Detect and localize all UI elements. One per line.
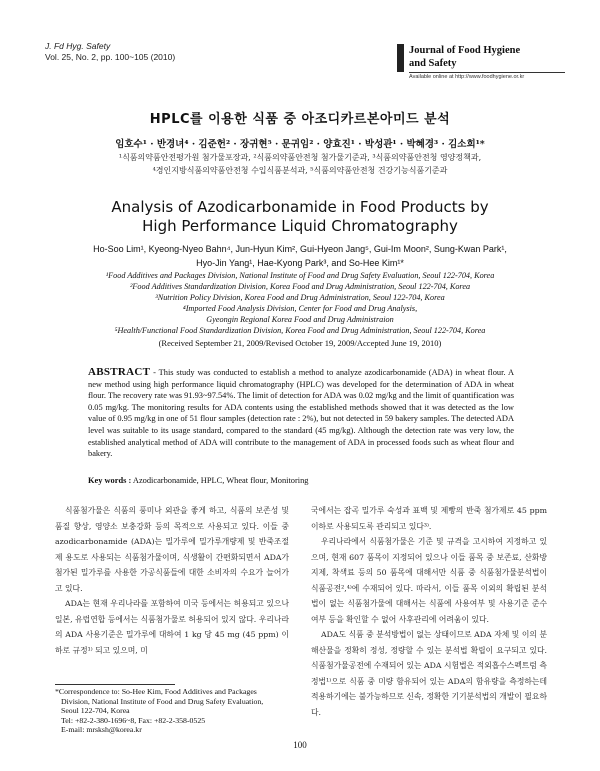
correspondence-footnote [55, 687, 295, 735]
logo-url: Available online at http://www.foodhygiene.or.kr [409, 74, 525, 80]
korean-title: HPLC를 이용한 식품 중 아조디카르본아미드 분석 [149, 112, 451, 127]
page-number: 100 [293, 740, 307, 750]
english-title [0, 198, 600, 236]
english-affiliation-1: ¹Food Additives and Packages Division, National Institute of Food and Drug Safety Evaluation, Seoul 122-704, Korea [105, 271, 495, 280]
english-affiliation-5: Gyeongin Regional Korea Food and Drug Administraion [206, 315, 394, 324]
footnote-line: Tel: +82-2-380-1696~8, Fax: +82-2-358-0525 [61, 715, 206, 725]
received-dates: (Received September 21, 2009/Revised October 19, 2009/Accepted June 19, 2010) [158, 338, 442, 348]
abstract-text: - This study was conducted to establish a method to analyze azodicarbonamide (ADA) in wheat flour. A new method using high performance liquid chromatography (HPLC) was developed for the determination of ADA in wheat flour. The recovery rate was 91.93~97.54%. The limit of detection for ADA was 0.02 mg/kg and the limit of quantification was 0.05 mg/kg. The monitoring results for ADA contents using the established methods showed that it was detected as the low value of 0.95 mg/kg in one of 51 flour samples (detection rate : 2%), but not detected in 59 bakery samples. The detected ADA level was suitable to its usage standard, compared to the standard (45 mg/kg). Although the detection rate was very low, the established analytical method of ADA will contribute to the management of ADA in processed foods such as wheat flour and bakery. [88, 368, 514, 459]
body-paragraph: ADA는 현재 우리나라를 포함하여 미국 등에서는 허용되고 있으나 일본, 유럽연합 등에서는 식품첨가물로 허용되어 있지 않다. 우리나라의 ADA 사용기준은 밀가루에 대하여 1 kg 당 45 mg (45 ppm) 이하로 규정¹⁾ 되고 있으며, 미 [55, 599, 289, 655]
english-title-line2: High Performance Liquid Chromatography [142, 217, 458, 235]
logo-text [409, 44, 520, 70]
footnote-email[interactable]: E-mail: mrsksh@korea.kr [61, 725, 142, 734]
abstract [88, 367, 514, 460]
keywords-text: Azodicarbonamide, HPLC, Wheat flour, Monitoring [131, 476, 309, 485]
english-affiliation-4: ⁴Imported Food Analysis Division, Center for Food and Drug Analysis, [182, 304, 418, 313]
english-affiliation-3: ³Nutrition Policy Division, Korea Food and Drug Administration, Seoul 122-704, Korea [155, 293, 445, 302]
body-column-right [311, 503, 547, 720]
body-paragraph: 국에서는 잡곡 밀가루 숙성과 표백 및 제빵의 반죽 첨가제로 45 ppm 이하로 사용되도록 관리되고 있다³⁾. [311, 506, 547, 531]
logo-line1: Journal of Food Hygiene [409, 45, 521, 56]
keywords [88, 476, 514, 485]
english-affiliation-2: ²Food Additives Standardization Division, Korea Food and Drug Administration, Seoul 122-704, Korea [129, 282, 471, 291]
body-paragraph: 우리나라에서 식품첨가물은 기준 및 규격을 고시하여 지정하고 있으며, 현재 607 품목이 지정되어 있으나 이들 품목 중 보존료, 산화방지제, 착색료 등의 50 품목에 대해서만 식품 중 식품첨가물분석법이 식품공전²,⁴⁾에 수재되어 있다. 따라서, 이들 품목 이외의 확립된 분석법이 없는 식품첨가물에 대해서는 식품에 사용여부 및 사용기준 준수여부 등을 확인할 수 없어 사후관리에 어려움이 있다. [311, 537, 547, 624]
logo-mark-icon [397, 44, 404, 72]
english-title-line1: Analysis of Azodicarbonamide in Food Products by [111, 198, 489, 216]
english-affiliation-6: ⁵Health/Functional Food Standardization Division, Korea Food and Drug Administration, Seoul 122-704, Korea [114, 326, 486, 335]
journal-volume: Vol. 25, No. 2, pp. 100~105 (2010) [45, 52, 176, 62]
footnote-divider [55, 684, 175, 685]
body-paragraph: ADA도 식품 중 분석방법이 없는 상태이므로 ADA 자체 및 이의 분해산물을 정확히 정성, 정량할 수 있는 분석법 확립이 요구되고 있다. 식품첨가물공전에 수재되어 있는 ADA 시험법은 적외흡수스펙트럼 측정법¹⁾으로 식품 중 미량 함유되어 있는 ADA의 함유량을 측정하는데 적용하기에는 불가능하므로 신속, 정확한 기기분석법의 개발이 필요하다. [311, 630, 547, 717]
english-authors-line2: Hyo-Jin Yang¹, Hae-Kyong Park³, and So-Hee Kim¹* [196, 258, 404, 268]
english-authors-line1: Ho-Soo Lim¹, Kyeong-Nyeo Bahn⁴, Jun-Hyun Kim², Gui-Hyeon Jang⁵, Gui-Im Moon², Sung-Kwan Park¹, [93, 244, 507, 254]
body-column-left [55, 503, 289, 658]
body-paragraph: 식품첨가물은 식품의 풍미나 외관을 좋게 하고, 식품의 보존성 및 품질 향상, 영양소 보충강화 등의 목적으로 사용되고 있다. 이들 중 azodicarbonamide (ADA)는 밀가루에 밀가루개량제 및 반죽조절제 용도로 사용되는 식품첨가물이며, 식생활이 간편화되면서 ADA가 첨가된 밀가루를 사용한 가공식품들에 대한 소비자의 수요가 늘어가고 있다. [55, 506, 289, 593]
footnote-line: Division, National Institute of Food and Drug Safety Evaluation, [61, 696, 264, 706]
korean-affiliation-1: ¹식품의약품안전평가원 첨가물포장과, ²식품의약품안전청 첨가물기준과, ³식품의약품안전청 영양정책과, [118, 153, 482, 162]
korean-authors: 임호수¹ · 반경녀⁴ · 김준헌² · 장귀현⁵ · 문귀임² · 양효진¹ · 박성관¹ · 박혜경³ · 김소희¹* [115, 139, 485, 150]
journal-name: J. Fd Hyg. Safety [45, 41, 111, 51]
logo-divider [409, 72, 565, 73]
keywords-label: Key words : [88, 476, 132, 485]
footnote-line: *Correspondence to: So-Hee Kim, Food Additives and Packages [55, 687, 257, 696]
korean-affiliation-2: ⁴경인지방식품의약품안전청 수입식품분석과, ⁵식품의약품안전청 건강기능식품기준과 [152, 166, 448, 175]
logo-line2: and Safety [409, 58, 457, 69]
journal-citation [45, 41, 175, 63]
footnote-line: Seoul 122-704, Korea [61, 706, 130, 715]
abstract-heading: ABSTRACT [88, 366, 151, 378]
